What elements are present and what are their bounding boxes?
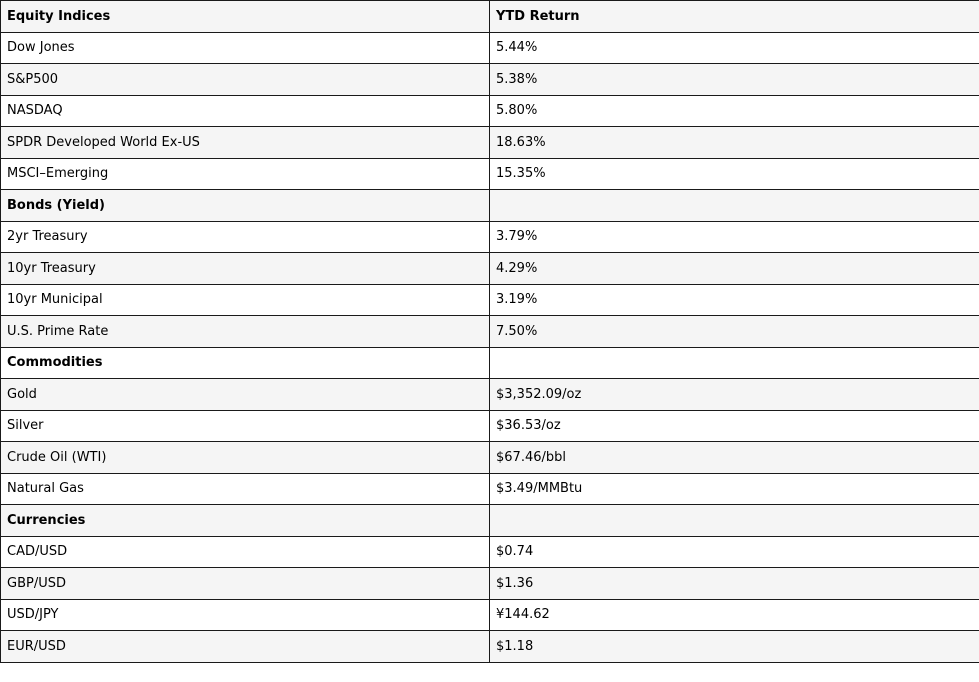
row-label: 10yr Treasury xyxy=(1,253,490,285)
table-row xyxy=(1,221,979,253)
row-label: CAD/USD xyxy=(1,536,490,568)
section-title: Equity Indices xyxy=(1,1,490,33)
row-value: 5.44% xyxy=(490,32,979,64)
row-label: U.S. Prime Rate xyxy=(1,316,490,348)
table-row xyxy=(1,64,979,96)
table-row xyxy=(1,379,979,411)
row-label: Dow Jones xyxy=(1,32,490,64)
table-row xyxy=(1,253,979,285)
table-row xyxy=(1,127,979,159)
table-row xyxy=(1,158,979,190)
section-header-row xyxy=(1,1,979,33)
column-header-ytd-return: YTD Return xyxy=(490,1,979,33)
section-title: Commodities xyxy=(1,347,490,379)
row-value: $36.53/oz xyxy=(490,410,979,442)
section-header-value xyxy=(490,190,979,222)
section-title: Currencies xyxy=(1,505,490,537)
row-value: 5.80% xyxy=(490,95,979,127)
row-label: Gold xyxy=(1,379,490,411)
row-label: S&P500 xyxy=(1,64,490,96)
table-row xyxy=(1,316,979,348)
row-value: 15.35% xyxy=(490,158,979,190)
row-label: 2yr Treasury xyxy=(1,221,490,253)
table-row xyxy=(1,631,979,663)
row-value: 4.29% xyxy=(490,253,979,285)
table-row xyxy=(1,536,979,568)
row-value: $67.46/bbl xyxy=(490,442,979,474)
section-header-value xyxy=(490,505,979,537)
row-value: $1.36 xyxy=(490,568,979,600)
row-label: EUR/USD xyxy=(1,631,490,663)
table-row xyxy=(1,473,979,505)
table-row xyxy=(1,32,979,64)
row-value: 7.50% xyxy=(490,316,979,348)
row-value: 3.19% xyxy=(490,284,979,316)
row-label: SPDR Developed World Ex-US xyxy=(1,127,490,159)
table-row xyxy=(1,599,979,631)
row-label: Natural Gas xyxy=(1,473,490,505)
row-value: 18.63% xyxy=(490,127,979,159)
section-header-row xyxy=(1,347,979,379)
table-row xyxy=(1,568,979,600)
table-row xyxy=(1,95,979,127)
row-label: GBP/USD xyxy=(1,568,490,600)
section-header-value xyxy=(490,347,979,379)
row-label: MSCI–Emerging xyxy=(1,158,490,190)
row-label: USD/JPY xyxy=(1,599,490,631)
section-title: Bonds (Yield) xyxy=(1,190,490,222)
row-value: $1.18 xyxy=(490,631,979,663)
row-value: ¥144.62 xyxy=(490,599,979,631)
row-label: NASDAQ xyxy=(1,95,490,127)
table-row xyxy=(1,442,979,474)
row-value: $3,352.09/oz xyxy=(490,379,979,411)
row-value: $3.49/MMBtu xyxy=(490,473,979,505)
row-value: $0.74 xyxy=(490,536,979,568)
row-label: Crude Oil (WTI) xyxy=(1,442,490,474)
table-row xyxy=(1,284,979,316)
section-header-row xyxy=(1,190,979,222)
row-value: 5.38% xyxy=(490,64,979,96)
table-row xyxy=(1,410,979,442)
row-label: 10yr Municipal xyxy=(1,284,490,316)
row-label: Silver xyxy=(1,410,490,442)
row-value: 3.79% xyxy=(490,221,979,253)
section-header-row xyxy=(1,505,979,537)
